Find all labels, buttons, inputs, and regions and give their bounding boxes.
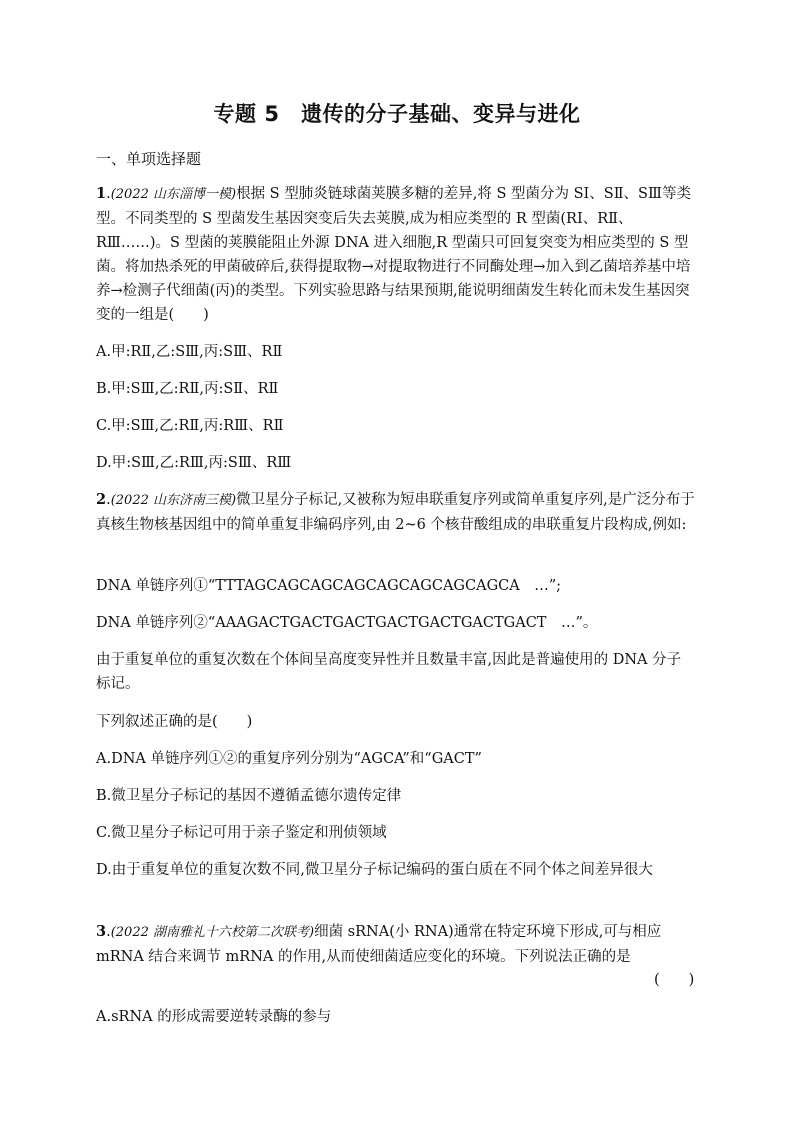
question-1: 1.(2022 山东淄博一模)根据 S 型肺炎链球菌荚膜多糖的差异,将 S 型菌分为 SⅠ、SⅡ、SⅢ等类型。不同类型的 S 型菌发生基因突变后失去荚膜,成为相应类型的 R 型菌(RⅠ、RⅡ、RⅢ……)。S 型菌的荚膜能阻止外源 DNA 进入细胞,R 型菌只可回复突变为相应类型的 S 型菌。将加热杀死的甲菌破碎后,获得提取物→对提取物进行不同酶处理→加入到乙菌培养基中培养→检测子代细菌(丙)的类型。下列实验思路与结果预期,能说明细菌发生转化而未发生基因突变的一组是( ) xyxy=(96,185,691,323)
option-a: A.甲:RⅡ,乙:SⅢ,丙:SⅢ、RⅡ xyxy=(96,344,283,360)
option-c: C.甲:SⅢ,乙:RⅡ,丙:RⅢ、RⅡ xyxy=(96,418,284,434)
question-stem: 微卫星分子标记,又被称为短串联重复序列或简单重复序列,是广泛分布于真核生物核基因组中的简单重复非编码序列,由 2~6 个核苷酸组成的串联重复片段构成,例如: xyxy=(96,492,695,533)
option-d: D.由于重复单位的重复次数不同,微卫星分子标记编码的蛋白质在不同个体之间差异很大 xyxy=(96,862,653,878)
page-title: 专题 5 遗传的分子基础、变异与进化 xyxy=(213,102,581,126)
question-source: (2022 山东济南三模) xyxy=(110,493,237,508)
option-a: A.sRNA 的形成需要逆转录酶的参与 xyxy=(96,1009,332,1025)
question-stem: 根据 S 型肺炎链球菌荚膜多糖的差异,将 S 型菌分为 SⅠ、SⅡ、SⅢ等类型。不同类型的 S 型菌发生基因突变后失去荚膜,成为相应类型的 R 型菌(RⅠ、RⅡ、RⅢ……)。S 型菌的荚膜能阻止外源 DNA 进入细胞,R 型菌只可回复突变为相应类型的 S 型菌。将加热杀死的甲菌破碎后,获得提取物→对提取物进行不同酶处理→加入到乙菌培养基中培养→检测子代细菌(丙)的类型。下列实验思路与结果预期,能说明细菌发生转化而未发生基因突变的一组是( ) xyxy=(96,186,691,323)
question-number: 2 xyxy=(96,491,107,508)
option-c: C.微卫星分子标记可用于亲子鉴定和刑侦领域 xyxy=(96,825,387,841)
question-ask: 下列叙述正确的是( ) xyxy=(96,714,253,730)
section-heading: 一、单项选择题 xyxy=(96,150,202,168)
question-3: 3.(2022 湖南雅礼十六校第二次联考)细菌 sRNA(小 RNA)通常在特定环境下形成,可与相应 mRNA 结合来调节 mRNA 的作用,从而使细菌适应变化的环境。下列说法正确的是 xyxy=(96,923,662,965)
dna-sequence-1: DNA 单链序列①“TTTAGCAGCAGCAGCAGCAGCAGCAGCA …”; xyxy=(96,578,562,594)
question-2: 2.(2022 山东济南三模)微卫星分子标记,又被称为短串联重复序列或简单重复序列,是广泛分布于真核生物核基因组中的简单重复非编码序列,由 2~6 个核苷酸组成的串联重复片段构成,例如: xyxy=(96,491,695,533)
question-number: 1 xyxy=(96,185,107,202)
option-a: A.DNA 单链序列①②的重复序列分别为“AGCA”和“GACT” xyxy=(96,751,482,767)
answer-parentheses: ( ) xyxy=(654,972,695,988)
question-source: (2022 湖南雅礼十六校第二次联考) xyxy=(110,925,315,940)
question-stem: 细菌 sRNA(小 RNA)通常在特定环境下形成,可与相应 mRNA 结合来调节 mRNA 的作用,从而使细菌适应变化的环境。下列说法正确的是 xyxy=(96,924,662,965)
question-source: (2022 山东淄博一模) xyxy=(110,187,237,202)
dna-sequence-2: DNA 单链序列②“AAAGACTGACTGACTGACTGACTGACTGACT …”。 xyxy=(96,615,598,631)
option-b: B.甲:SⅢ,乙:RⅡ,丙:SⅡ、RⅡ xyxy=(96,381,279,397)
option-b: B.微卫星分子标记的基因不遵循孟德尔遗传定律 xyxy=(96,788,402,804)
question-note: 由于重复单位的重复次数在个体间呈高度变异性并且数量丰富,因此是普遍使用的 DNA 分子标记。 xyxy=(96,652,682,692)
option-d: D.甲:SⅢ,乙:RⅢ,丙:SⅢ、RⅢ xyxy=(96,455,292,471)
question-number: 3 xyxy=(96,923,107,940)
